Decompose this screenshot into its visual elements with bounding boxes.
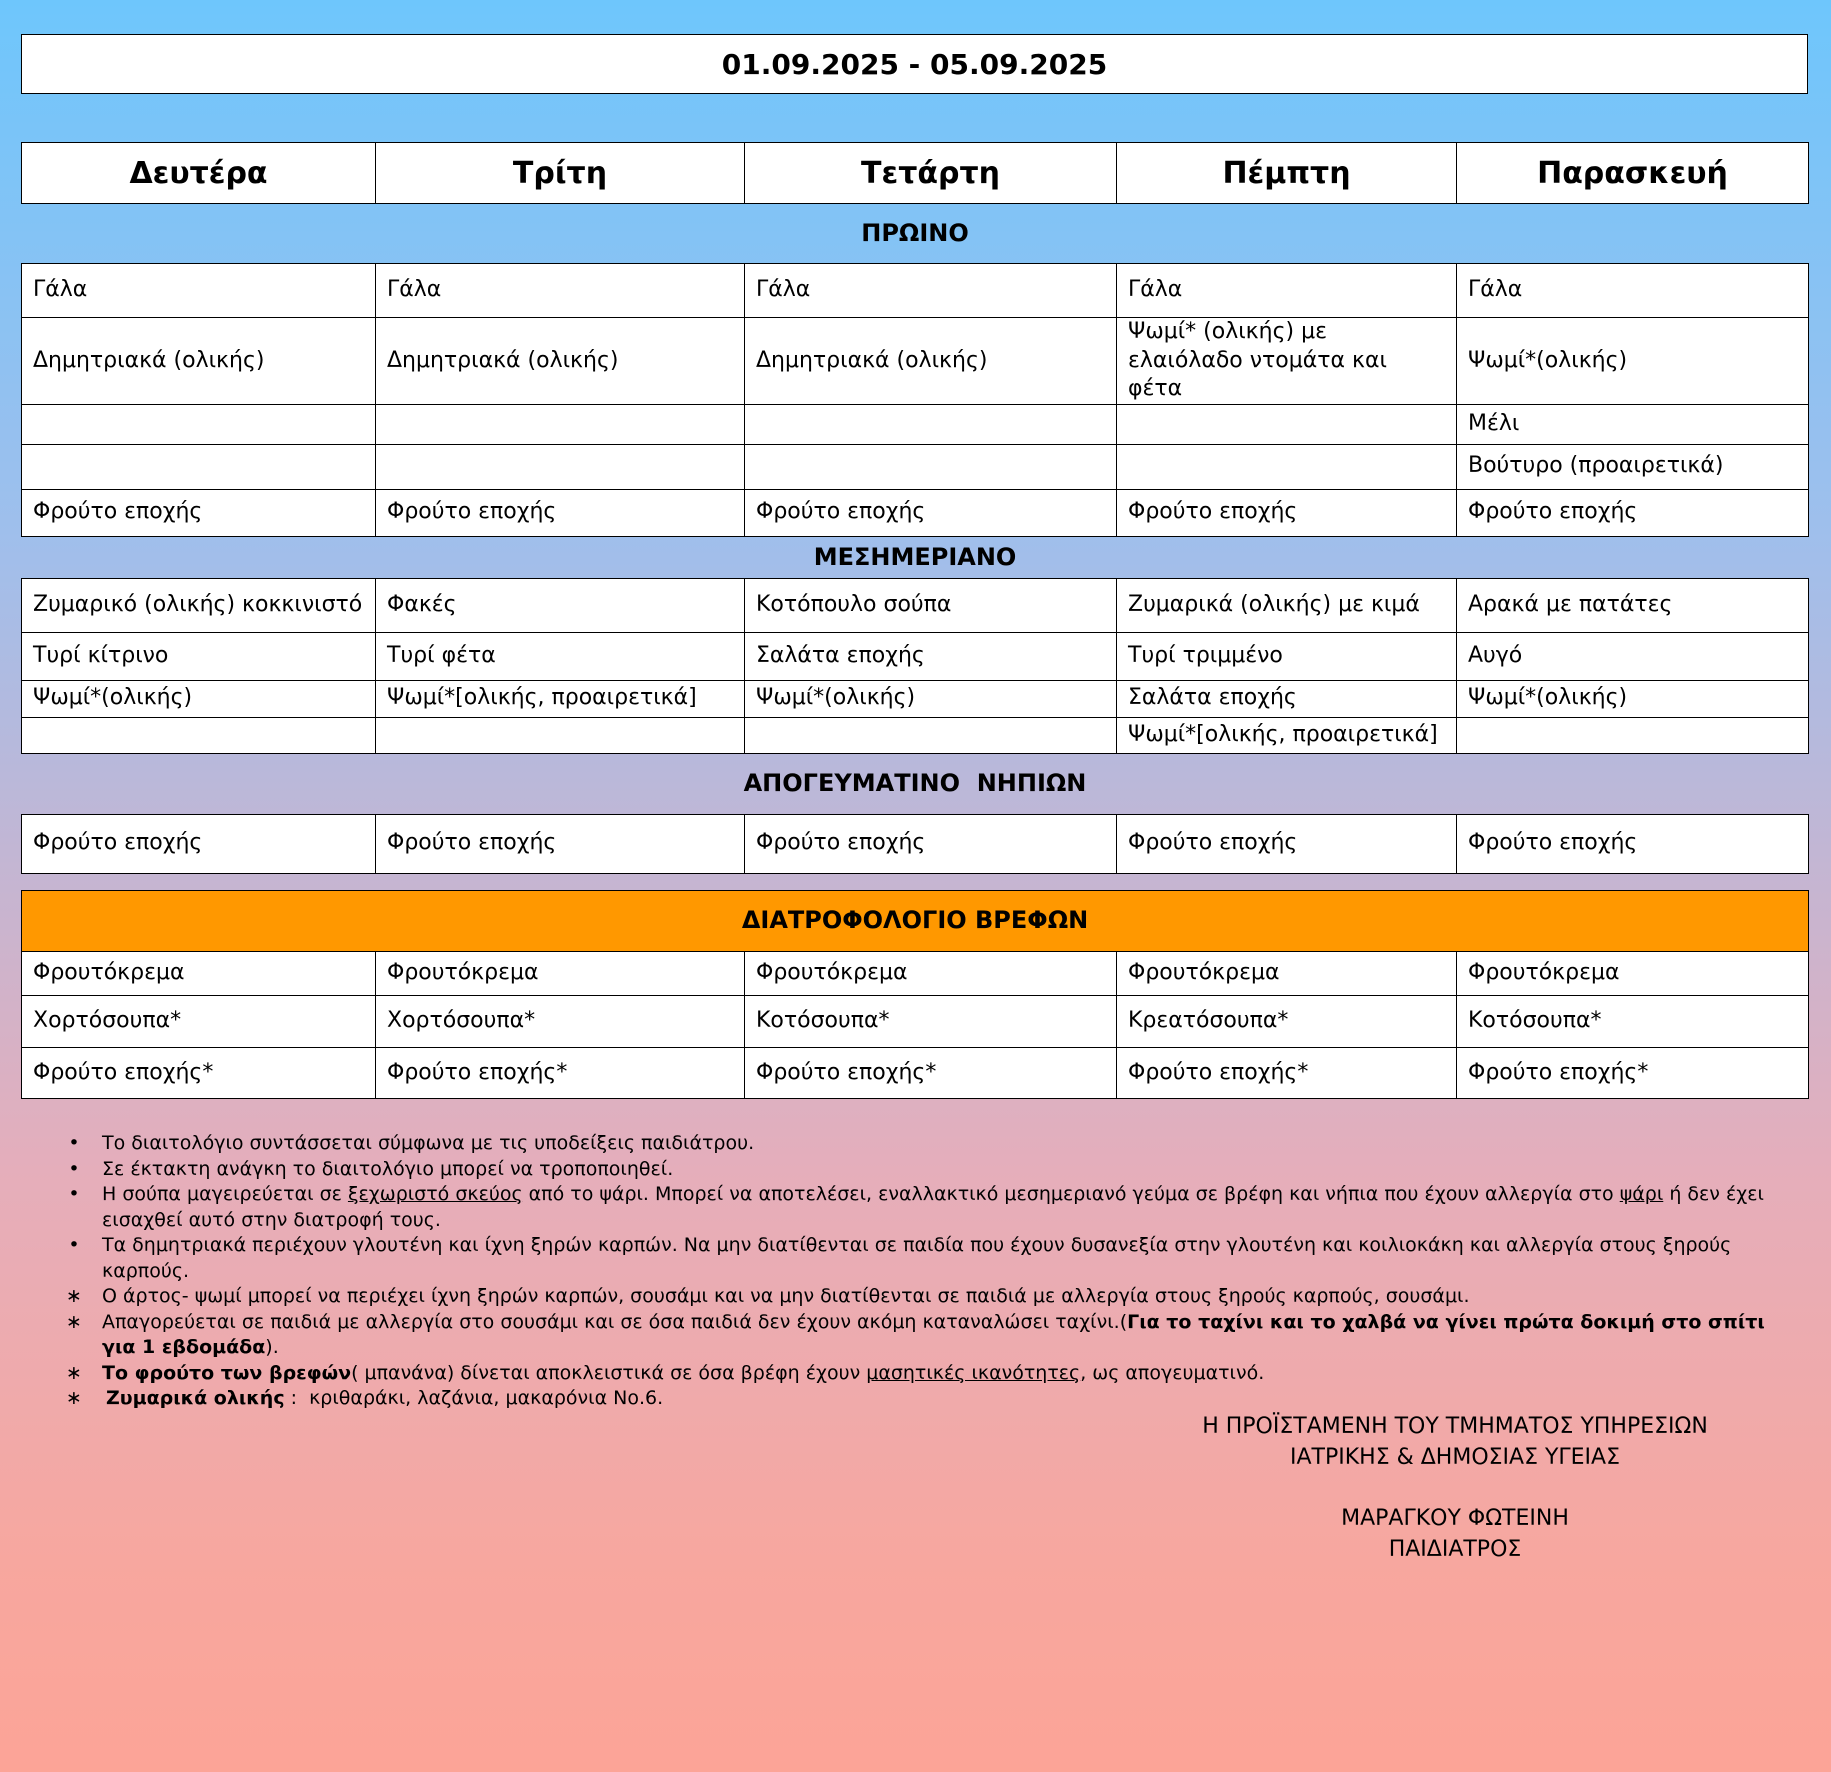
menu-cell bbox=[1117, 444, 1457, 489]
bullet-dot-icon: • bbox=[68, 1157, 80, 1180]
menu-cell: Φρουτόκρεμα bbox=[1117, 952, 1457, 996]
note-text: , ως απογευματινό. bbox=[1080, 1361, 1265, 1384]
menu-cell: Ψωμί*[ολικής, προαιρετικά] bbox=[376, 680, 745, 717]
menu-cell: Ζυμαρικά (ολικής) με κιμά bbox=[1117, 578, 1457, 632]
menu-cell: Φρουτόκρεμα bbox=[745, 952, 1117, 996]
note-bold: Το φρούτο των βρεφών bbox=[102, 1361, 352, 1384]
menu-cell: Φακές bbox=[376, 578, 745, 632]
menu-cell: Ψωμί*(ολικής) bbox=[22, 680, 376, 717]
menu-cell: Τυρί τριμμένο bbox=[1117, 632, 1457, 680]
menu-cell bbox=[745, 717, 1117, 753]
menu-cell bbox=[1457, 717, 1809, 753]
section-title-breakfast: ΠΡΩΙΝΟ bbox=[22, 204, 1809, 264]
menu-cell: Φρουτόκρεμα bbox=[1457, 952, 1809, 996]
table-row bbox=[22, 1048, 1809, 1099]
menu-cell: Γάλα bbox=[1117, 264, 1457, 318]
menu-cell: Φρούτο εποχής* bbox=[745, 1048, 1117, 1099]
note-item bbox=[64, 1361, 1784, 1387]
day-header: Παρασκευή bbox=[1457, 143, 1809, 204]
menu-cell: Σαλάτα εποχής bbox=[745, 632, 1117, 680]
menu-cell: Φρούτο εποχής bbox=[22, 489, 376, 536]
menu-cell bbox=[376, 444, 745, 489]
menu-cell bbox=[1117, 404, 1457, 444]
signature-title: ΠΑΙΔΙΑΤΡΟΣ bbox=[1388, 1537, 1522, 1562]
table-row bbox=[22, 814, 1809, 873]
menu-cell: Γάλα bbox=[745, 264, 1117, 318]
menu-cell: Φρούτο εποχής bbox=[745, 489, 1117, 536]
menu-cell: Φρούτο εποχής bbox=[376, 814, 745, 873]
menu-table bbox=[21, 142, 1809, 874]
menu-cell: Γάλα bbox=[1457, 264, 1809, 318]
note-item bbox=[64, 1182, 1784, 1233]
table-row bbox=[22, 444, 1809, 489]
menu-cell: Φρούτο εποχής bbox=[1117, 489, 1457, 536]
menu-cell: Φρούτο εποχής* bbox=[22, 1048, 376, 1099]
note-item bbox=[64, 1386, 1784, 1412]
menu-cell: Χορτόσουπα* bbox=[376, 996, 745, 1048]
table-row bbox=[22, 318, 1809, 405]
menu-cell: Φρούτο εποχής bbox=[745, 814, 1117, 873]
day-header: Πέμπτη bbox=[1117, 143, 1457, 204]
day-header: Δευτέρα bbox=[22, 143, 376, 204]
menu-cell: Δημητριακά (ολικής) bbox=[22, 318, 376, 405]
section-title-afternoon: ΑΠΟΓΕΥΜΑΤΙΝΟ ΝΗΠΙΩΝ bbox=[22, 753, 1809, 814]
table-row bbox=[22, 952, 1809, 996]
signature-line: ΙΑΤΡΙΚΗΣ & ΔΗΜΟΣΙΑΣ ΥΓΕΙΑΣ bbox=[1290, 1445, 1620, 1470]
signature-line: Η ΠΡΟΪΣΤΑΜΕΝΗ ΤΟΥ ΤΜΗΜΑΤΟΣ ΥΠΗΡΕΣΙΩΝ bbox=[1202, 1414, 1708, 1439]
menu-cell: Αρακά με πατάτες bbox=[1457, 578, 1809, 632]
note-item bbox=[64, 1131, 1784, 1157]
section-title-infants: ΔΙΑΤΡΟΦΟΛΟΓΙΟ ΒΡΕΦΩΝ bbox=[22, 891, 1809, 952]
note-text: Η σούπα μαγειρεύεται σε bbox=[102, 1183, 348, 1205]
menu-cell: Φρούτο εποχής bbox=[1117, 814, 1457, 873]
menu-cell bbox=[745, 404, 1117, 444]
table-row bbox=[22, 680, 1809, 717]
note-text: ή δεν έχει εισαχθεί αυτό στην διατροφή τους. bbox=[102, 1183, 1764, 1231]
note-text: Τα δημητριακά περιέχουν γλουτένη και ίχνη ξηρών καρπών. Να μην διατίθενται σε παιδία που έχουν δυσανεξία στην γλουτένη και κοιλιοκάκη και αλλεργία στους ξηρούς καρπούς. bbox=[102, 1234, 1732, 1282]
menu-cell: Φρούτο εποχής bbox=[1457, 489, 1809, 536]
note-text: ). bbox=[265, 1336, 279, 1358]
menu-cell bbox=[22, 404, 376, 444]
menu-cell: Ψωμί* (ολικής) με ελαιόλαδο ντομάτα και φέτα bbox=[1117, 318, 1457, 405]
menu-cell: Κρεατόσουπα* bbox=[1117, 996, 1457, 1048]
menu-cell: Τυρί φέτα bbox=[376, 632, 745, 680]
menu-cell: Ψωμί*[ολικής, προαιρετικά] bbox=[1117, 717, 1457, 753]
table-row bbox=[22, 717, 1809, 753]
note-underlined: ψάρι bbox=[1619, 1183, 1664, 1205]
bullet-star-icon: ∗ bbox=[66, 1310, 82, 1333]
date-range: 01.09.2025 - 05.09.2025 bbox=[721, 47, 1108, 81]
menu-cell: Γάλα bbox=[376, 264, 745, 318]
note-item bbox=[64, 1310, 1784, 1361]
menu-cell: Φρούτο εποχής* bbox=[376, 1048, 745, 1099]
menu-cell bbox=[376, 717, 745, 753]
menu-cell bbox=[376, 404, 745, 444]
note-text: από το ψάρι. Μπορεί να αποτελέσει, εναλλακτικό μεσημεριανό γεύμα σε βρέφη και νήπια που έχουν αλλεργία στο bbox=[522, 1183, 1620, 1205]
menu-cell: Τυρί κίτρινο bbox=[22, 632, 376, 680]
menu-cell bbox=[22, 717, 376, 753]
note-text: : κριθαράκι, λαζάνια, μακαρόνια Νο.6. bbox=[284, 1387, 664, 1409]
day-header: Τρίτη bbox=[376, 143, 745, 204]
signature-name: ΜΑΡΑΓΚΟΥ ΦΩΤΕΙΝΗ bbox=[1341, 1506, 1569, 1531]
bullet-star-icon: ∗ bbox=[66, 1387, 82, 1409]
menu-cell: Δημητριακά (ολικής) bbox=[376, 318, 745, 405]
infant-menu-table bbox=[21, 890, 1809, 1099]
section-title-lunch: ΜΕΣΗΜΕΡΙΑΝΟ bbox=[22, 536, 1809, 578]
menu-cell: Βούτυρο (προαιρετικά) bbox=[1457, 444, 1809, 489]
note-item bbox=[64, 1157, 1784, 1183]
menu-cell: Κοτόσουπα* bbox=[1457, 996, 1809, 1048]
bullet-dot-icon: • bbox=[68, 1132, 80, 1154]
day-header: Τετάρτη bbox=[745, 143, 1117, 204]
signature-block bbox=[1150, 1411, 1760, 1565]
menu-cell: Αυγό bbox=[1457, 632, 1809, 680]
note-bold: Ζυμαρικά ολικής bbox=[106, 1387, 285, 1409]
menu-cell: Φρουτόκρεμα bbox=[22, 952, 376, 996]
note-text: Σε έκτακτη ανάγκη το διαιτολόγιο μπορεί να τροποποιηθεί. bbox=[102, 1157, 674, 1180]
table-row bbox=[22, 578, 1809, 632]
note-underlined: μασητικές ικανότητες bbox=[866, 1361, 1081, 1384]
bullet-dot-icon: • bbox=[68, 1183, 80, 1205]
menu-cell: Κοτόσουπα* bbox=[745, 996, 1117, 1048]
menu-cell: Φρούτο εποχής bbox=[22, 814, 376, 873]
menu-cell: Ψωμί*(ολικής) bbox=[1457, 318, 1809, 405]
note-text: Το διαιτολόγιο συντάσσεται σύμφωνα με τις υποδείξεις παιδιάτρου. bbox=[102, 1132, 755, 1154]
menu-cell: Δημητριακά (ολικής) bbox=[745, 318, 1117, 405]
note-bold: Για το ταχίνι και το χαλβά να γίνει πρώτα δοκιμή στο σπίτι για 1 εβδομάδα bbox=[102, 1310, 1765, 1358]
menu-cell: Γάλα bbox=[22, 264, 376, 318]
note-text: ( μπανάνα) δίνεται αποκλειστικά σε όσα βρέφη έχουν bbox=[351, 1361, 867, 1384]
menu-cell: Μέλι bbox=[1457, 404, 1809, 444]
bullet-dot-icon: • bbox=[68, 1234, 80, 1256]
menu-cell: Φρουτόκρεμα bbox=[376, 952, 745, 996]
notes-list bbox=[64, 1131, 1784, 1412]
menu-cell bbox=[22, 444, 376, 489]
menu-cell: Ζυμαρικό (ολικής) κοκκινιστό bbox=[22, 578, 376, 632]
menu-cell: Φρούτο εποχής* bbox=[1457, 1048, 1809, 1099]
note-underlined: ξεχωριστό σκεύος bbox=[347, 1183, 523, 1205]
note-text: Ο άρτος- ψωμί μπορεί να περιέχει ίχνη ξηρών καρπών, σουσάμι και να μην διατίθενται σε παιδιά με αλλεργία στους ξηρούς καρπούς, σουσάμι. bbox=[102, 1285, 1470, 1307]
bullet-star-icon: ∗ bbox=[66, 1361, 82, 1384]
menu-cell: Φρούτο εποχής bbox=[1457, 814, 1809, 873]
date-range-box bbox=[21, 34, 1808, 94]
table-row bbox=[22, 632, 1809, 680]
menu-cell: Κοτόπουλο σούπα bbox=[745, 578, 1117, 632]
days-header-row bbox=[22, 143, 1809, 204]
bullet-star-icon: ∗ bbox=[66, 1285, 82, 1307]
menu-cell: Σαλάτα εποχής bbox=[1117, 680, 1457, 717]
table-row bbox=[22, 996, 1809, 1048]
menu-cell: Ψωμί*(ολικής) bbox=[1457, 680, 1809, 717]
menu-cell bbox=[745, 444, 1117, 489]
note-item bbox=[64, 1284, 1784, 1310]
menu-cell: Ψωμί*(ολικής) bbox=[745, 680, 1117, 717]
menu-cell: Χορτόσουπα* bbox=[22, 996, 376, 1048]
note-text: Απαγορεύεται σε παιδιά με αλλεργία στο σουσάμι και σε όσα παιδιά δεν έχουν ακόμη καταναλώσει ταχίνι.( bbox=[102, 1310, 1128, 1333]
note-item bbox=[64, 1233, 1784, 1284]
menu-cell: Φρούτο εποχής* bbox=[1117, 1048, 1457, 1099]
table-row bbox=[22, 264, 1809, 318]
table-row bbox=[22, 489, 1809, 536]
table-row bbox=[22, 404, 1809, 444]
menu-cell: Φρούτο εποχής bbox=[376, 489, 745, 536]
